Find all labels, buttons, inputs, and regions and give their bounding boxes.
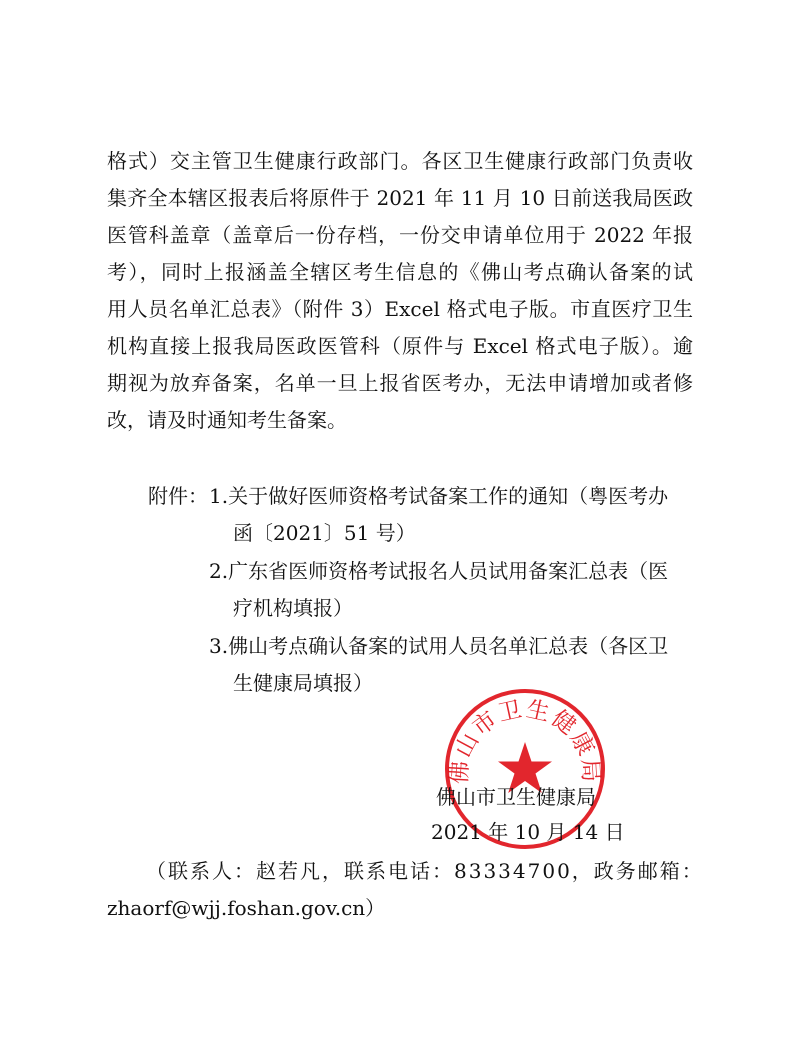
attachments-label: 附件： [148, 484, 208, 508]
paragraph-line: 期视为放弃备案，名单一旦上报省医考办，无法申请增加或者修 [107, 371, 693, 395]
paragraph-line: 集齐全本辖区报表后将原件于 2021 年 11 月 10 日前送我局医政 [107, 186, 693, 210]
paragraph-line: 机构直接上报我局医政医管科（原件与 Excel 格式电子版）。逾 [107, 334, 693, 358]
contact-line-2: zhaorf@wjj.foshan.gov.cn） [107, 896, 386, 920]
attachment-item-3-line2: 生健康局填报） [233, 671, 373, 695]
paragraph-line: 格式）交主管卫生健康行政部门。各区卫生健康行政部门负责收 [107, 149, 693, 173]
paragraph-line: 考），同时上报涵盖全辖区考生信息的《佛山考点确认备案的试 [107, 260, 693, 284]
attachment-item-1-line2: 函〔2021〕51 号） [233, 521, 416, 545]
attachment-item-1-line1: 1.关于做好医师资格考试备案工作的通知（粤医考办 [209, 484, 669, 508]
signing-organization: 佛山市卫生健康局 [436, 785, 596, 809]
paragraph-line: 医管科盖章（盖章后一份存档，一份交申请单位用于 2022 年报 [107, 223, 693, 247]
paragraph-line: 改，请及时通知考生备案。 [107, 408, 347, 432]
attachment-item-2-line1: 2.广东省医师资格考试报名人员试用备案汇总表（医 [209, 559, 669, 583]
attachment-item-2-line2: 疗机构填报） [233, 596, 353, 620]
svg-text:佛山市卫生健康局: 佛山市卫生健康局 [446, 696, 604, 785]
signing-date: 2021 年 10 月 14 日 [431, 820, 625, 844]
attachment-item-3-line1: 3.佛山考点确认备案的试用人员名单汇总表（各区卫 [209, 634, 669, 658]
paragraph-line: 用人员名单汇总表》（附件 3）Excel 格式电子版。市直医疗卫生 [107, 297, 693, 321]
contact-line-1: （联系人：赵若凡，联系电话：83334700，政务邮箱： [146, 859, 704, 883]
